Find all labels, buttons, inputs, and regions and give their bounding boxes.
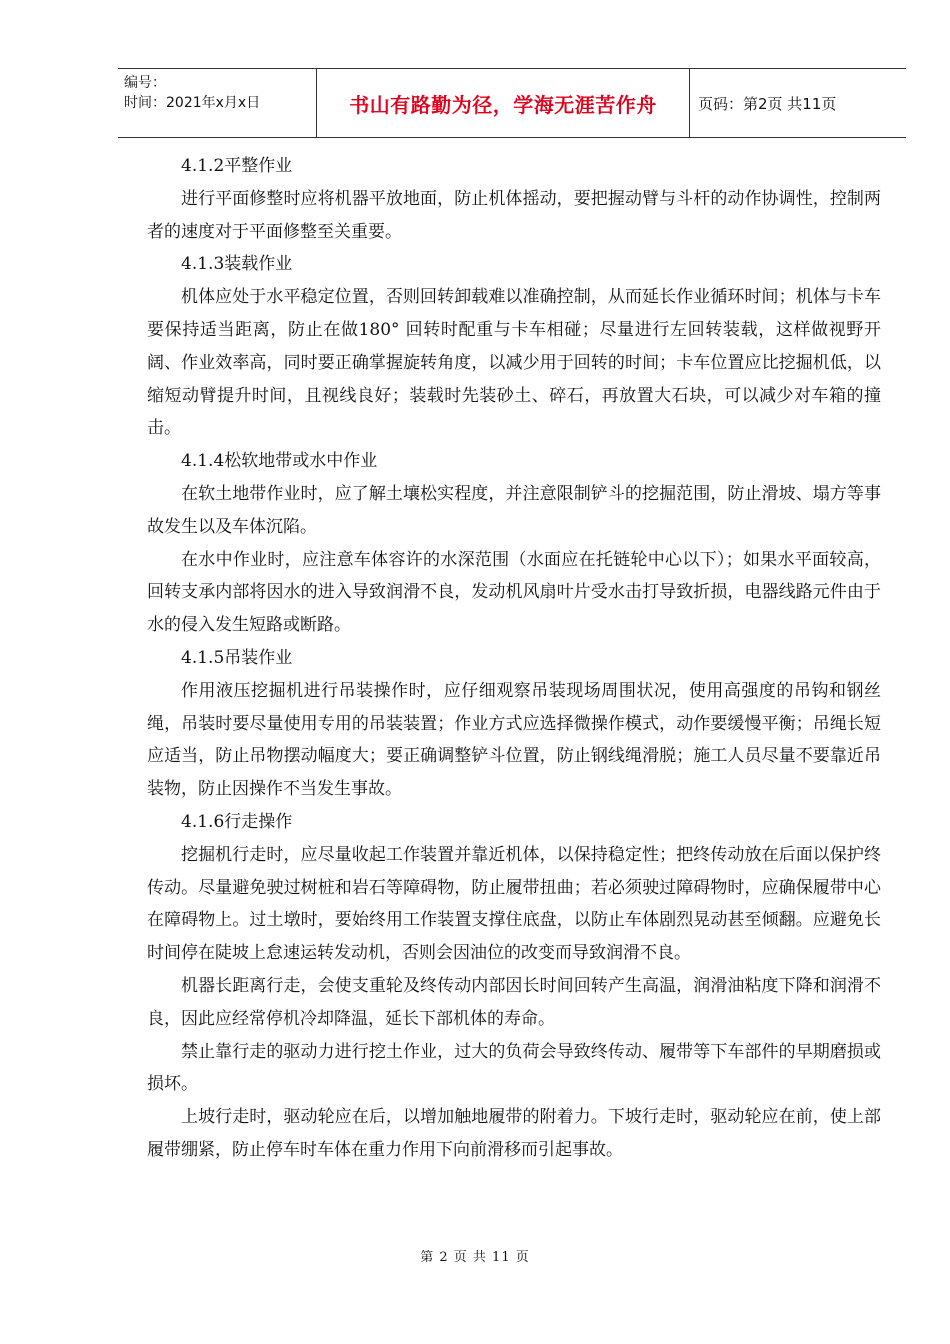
section-heading: 4.1.6行走操作: [181, 811, 293, 832]
paragraph: 在软土地带作业时，应了解土壤松实程度，并注意限制铲斗的挖掘范围，防止滑坡、塌方等事故发生以及车体沉陷。: [147, 483, 881, 537]
document-body: [147, 150, 881, 1167]
header-page-number: 页码：第2页 共11页: [698, 94, 837, 113]
section-heading: 4.1.2平整作业: [181, 156, 293, 176]
page-footer: 第 2 页 共 11 页: [420, 1250, 530, 1265]
paragraph: 挖掘机行走时，应尽量收起工作装置并靠近机体，以保持稳定性；把终传动放在后面以保护终传动。尽量避免驶过树桩和岩石等障碍物，防止履带扭曲；若必须驶过障碍物时，应确保履带中心在障碍物上。过土墩时，要始终用工作装置支撑住底盘，以防止车体剧烈晃动甚至倾翻。应避免长时间停在陡坡上怠速运转发动机，否则会因油位的改变而导致润滑不良。: [147, 844, 881, 964]
section-heading: 4.1.5吊装作业: [181, 647, 293, 668]
paragraph: 进行平面修整时应将机器平放地面，防止机体摇动，要把握动臂与斗杆的动作协调性，控制两者的速度对于平面修整至关重要。: [147, 188, 881, 242]
document-time-label: 时间：2021年x月x日: [124, 95, 261, 111]
paragraph: 机体应处于水平稳定位置，否则回转卸载难以准确控制，从而延长作业循环时间；机体与卡车要保持适当距离，防止在做180° 回转时配重与卡车相碰；尽量进行左回转装载，这样做视野开阔、作业效率高，同时要正确掌握旋转角度，以减少用于回转的时间；卡车位置应比挖掘机低，以缩短动臂提升时间，且视线良好；装载时先装砂土、碎石，再放置大石块，可以减少对车箱的撞击。: [147, 287, 881, 439]
paragraph: 作用液压挖掘机进行吊装操作时，应仔细观察吊装现场周围状况，使用高强度的吊钩和钢丝绳，吊装时要尽量使用专用的吊装装置；作业方式应选择微操作模式，动作要缓慢平衡；吊绳长短应适当，防止吊物摆动幅度大；要正确调整铲斗位置，防止钢线绳滑脱；施工人员尽量不要靠近吊装物，防止因操作不当发生事故。: [147, 680, 881, 800]
header-meta: [118, 69, 316, 137]
paragraph: 上坡行走时，驱动轮应在后，以增加触地履带的附着力。下坡行走时，驱动轮应在前，使上部履带绷紧，防止停车时车体在重力作用下向前滑移而引起事故。: [147, 1107, 881, 1160]
paragraph: 在水中作业时，应注意车体容许的水深范围（水面应在托链轮中心以下）；如果水平面较高，回转支承内部将因水的进入导致润滑不良，发动机风扇叶片受水击打导致折损，电器线路元件由于水的侵入发生短路或断路。: [147, 549, 881, 636]
paragraph: 禁止靠行走的驱动力进行挖土作业，过大的负荷会导致终传动、履带等下车部件的早期磨损或损坏。: [147, 1041, 881, 1095]
section-heading: 4.1.4松软地带或水中作业: [181, 451, 378, 472]
header-motto-cell: [316, 69, 690, 137]
page-header: [118, 68, 906, 138]
paragraph: 机器长距离行走，会使支重轮及终传动内部因长时间回转产生高温，润滑油粘度下降和润滑不良，因此应经常停机冷却降温，延长下部机体的寿命。: [147, 975, 881, 1029]
document-number-label: 编号：: [124, 75, 166, 91]
section-heading: 4.1.3装载作业: [181, 254, 293, 275]
header-page-cell: [690, 69, 906, 137]
header-motto: 书山有路勤为径，学海无涯苦作舟: [349, 92, 657, 117]
